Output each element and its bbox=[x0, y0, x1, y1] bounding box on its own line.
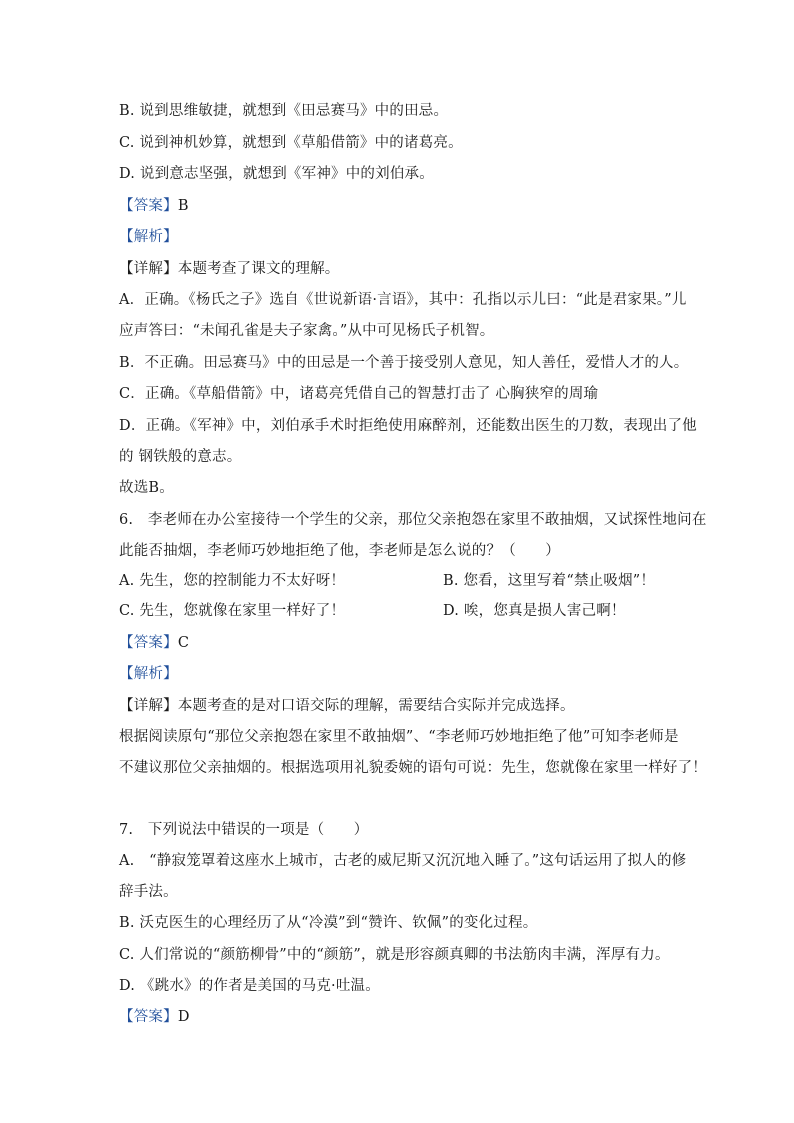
q6-answer bbox=[119, 633, 679, 653]
q6-line: 不建议那位父亲抽烟的。根据选项用礼貌委婉的语句可说：先生，您就像在家里一样好了！ bbox=[119, 760, 707, 776]
detail-text: 本题考查的是对口语交际的理解，需要结合实际并完成选择。 bbox=[177, 698, 575, 714]
q6-line: 根据阅读原句“那位父亲抱怨在家里不敢抽烟”、“李老师巧妙地拒绝了他”可知李老师是 bbox=[119, 729, 679, 745]
q5-detail bbox=[119, 259, 679, 279]
q7-option-c: C. 人们常说的“颜筋柳骨”中的“颜筋”，就是形容颜真卿的书法筋肉丰满，浑厚有力。 bbox=[119, 947, 670, 963]
q6-stem: 此能否抽烟，李老师巧妙地拒绝了他，李老师是怎么说的？（ ） bbox=[119, 543, 560, 559]
q5-option-b: B. 说到思维敏捷，就想到《田忌赛马》中的田忌。 bbox=[119, 103, 449, 119]
q6-option-b: B. 您看，这里写着“禁止吸烟”！ bbox=[443, 573, 656, 589]
answer-value: C bbox=[177, 635, 190, 651]
q7-option-a-cont: 辞手法。 bbox=[119, 884, 178, 900]
answer-value: B bbox=[177, 198, 189, 214]
q5-option-c: C. 说到神机妙算，就想到《草船借箭》中的诸葛亮。 bbox=[119, 135, 463, 151]
detail-tag: 【详解】 bbox=[119, 261, 178, 277]
detail-text: 本题考查了课文的理解。 bbox=[177, 261, 340, 277]
q6-detail bbox=[119, 696, 679, 716]
q6-option-d: D. 唉，您真是损人害己啊！ bbox=[443, 603, 626, 619]
answer-value: D bbox=[177, 1009, 190, 1025]
q7-stem: 7. 下列说法中错误的一项是（ ） bbox=[119, 822, 369, 838]
q5-line: D．正确。《军神》中，刘伯承手术时拒绝使用麻醉剂，还能数出医生的刀数，表现出了他 bbox=[119, 418, 697, 434]
q6-stem: 6. 李老师在办公室接待一个学生的父亲，那位父亲抱怨在家里不敢抽烟，又试探性地问在 bbox=[119, 512, 707, 528]
q6-option-c: C. 先生，您就像在家里一样好了！ bbox=[119, 603, 346, 619]
q5-line: A．正确。《杨氏之子》选自《世说新语·言语》，其中：孔指以示儿曰：“此是君家果。”儿 bbox=[119, 292, 687, 308]
q5-line: 应声答曰：“未闻孔雀是夫子家禽。”从中可见杨氏子机智。 bbox=[119, 323, 495, 339]
answer-tag: 【答案】 bbox=[119, 198, 178, 214]
q6-analysis-heading: 【解析】 bbox=[119, 666, 178, 682]
q5-option-d: D. 说到意志坚强，就想到《军神》中的刘伯承。 bbox=[119, 166, 434, 182]
q5-line: B．不正确。田忌赛马》中的田忌是一个善于接受别人意见，知人善任，爱惜人才的人。 bbox=[119, 355, 689, 371]
q5-conclusion: 故选B。 bbox=[119, 480, 174, 496]
q5-analysis-heading: 【解析】 bbox=[119, 229, 178, 245]
q7-answer bbox=[119, 1007, 679, 1027]
q6-option-a: A. 先生，您的控制能力不太好呀！ bbox=[119, 573, 346, 589]
q7-option-d: D. 《跳水》的作者是美国的马克·吐温。 bbox=[119, 978, 380, 994]
detail-tag: 【详解】 bbox=[119, 698, 178, 714]
q5-line: 的 钢铁般的意志。 bbox=[119, 449, 242, 465]
answer-tag: 【答案】 bbox=[119, 635, 178, 651]
q5-line: C．正确。《草船借箭》中，诸葛亮凭借自己的智慧打击了 心胸狭窄的周瑜 bbox=[119, 386, 599, 402]
q7-option-b: B. 沃克医生的心理经历了从“冷漠”到“赞许、钦佩”的变化过程。 bbox=[119, 915, 538, 931]
q7-option-a: A. “静寂笼罩着这座水上城市，古老的威尼斯又沉沉地入睡了。”这句话运用了拟人的修 bbox=[119, 853, 687, 869]
q5-answer bbox=[119, 196, 679, 216]
answer-tag: 【答案】 bbox=[119, 1009, 178, 1025]
